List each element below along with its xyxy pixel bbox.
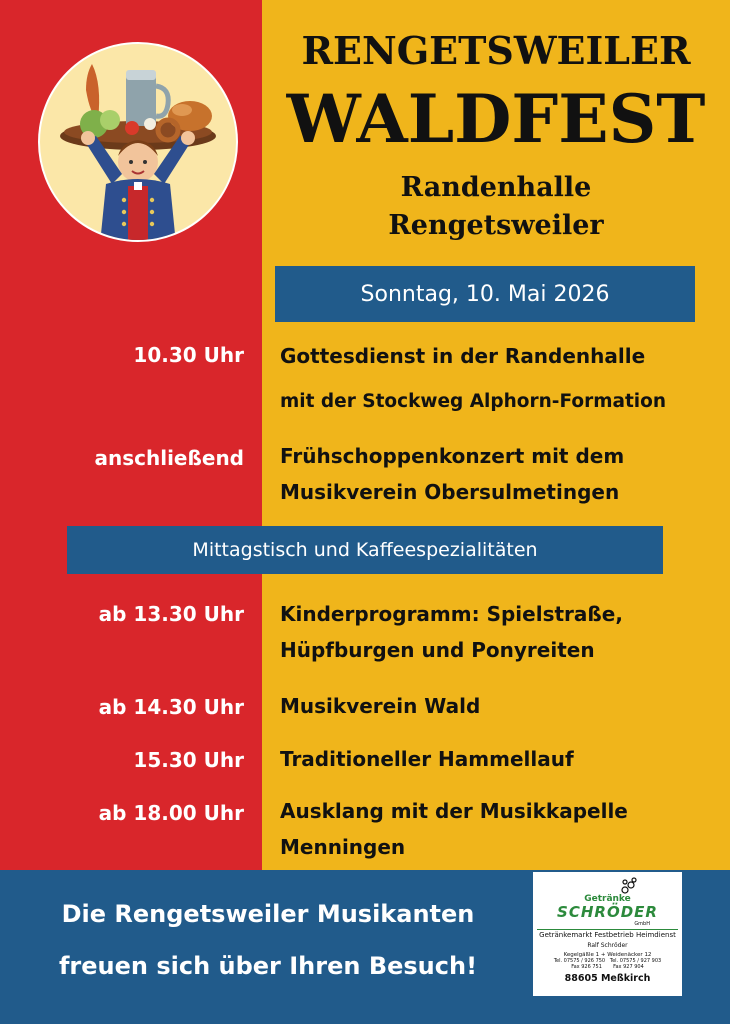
program-event-line: mit der Stockweg Alphorn-Formation [280,391,667,412]
venue-line-2: Rengetsweiler [388,210,604,241]
program-time: anschließend [94,446,244,470]
program-event-line: Frühschoppenkonzert mit dem [280,444,625,468]
program-event [280,338,720,420]
sponsor-getraenke: Getränke [584,894,631,904]
title-line-2: WALDFEST [286,80,706,158]
footer-line-1: Die Rengetsweiler Musikanten [61,900,475,928]
program-event-line: Gottesdienst in der Randenhalle [280,344,646,368]
title-line-1: RENGETSWEILER [301,28,691,73]
date-banner [275,266,695,322]
sponsor-tel-1: Tel. 07575 / 926 750 [553,958,606,964]
festival-logo [38,42,238,242]
sponsor-fax-2: Fax 927 904 [613,964,644,970]
sponsor-tel-2: Tel. 07575 / 927 903 [609,958,662,964]
venue-line-1: Randenhalle [400,172,592,203]
program-event-line: Kinderprogramm: Spielstraße, [280,602,623,626]
program-event [280,596,720,668]
program-event-line: Traditioneller Hammellauf [280,747,574,771]
sponsor-ad [533,872,682,996]
program-event-line: Musikverein Wald [280,694,481,718]
sponsor-brand: SCHRÖDER [557,903,658,921]
footer-line-2: freuen sich über Ihren Besuch! [58,952,478,980]
program-time: 15.30 Uhr [133,748,244,772]
sponsor-fax-1: Fax 926 751 [571,964,602,970]
program-event [280,688,720,724]
bubbles-icon [620,877,638,895]
date-banner-text: Sonntag, 10. Mai 2026 [360,281,610,307]
boy-with-tray-icon [40,44,236,240]
program-time: ab 13.30 Uhr [98,602,244,626]
program-time: 10.30 Uhr [133,343,244,367]
program-event-line: Hüpfburgen und Ponyreiten [280,638,595,662]
sponsor-address: Kegelgäßle 1 + Weidenäcker 12 [563,952,652,958]
sponsor-fax-row [537,964,678,970]
program-event-line: Musikverein Obersulmetingen [280,480,620,504]
lunch-banner [67,526,663,574]
program-event [280,438,720,510]
program-event [280,741,720,777]
program-event-line: Menningen [280,835,406,859]
lunch-banner-text: Mittagstisch und Kaffeespezialitäten [192,539,538,561]
sponsor-tagline: Getränkemarkt Festbetrieb Heimdienst [537,929,678,939]
sponsor-owner: Ralf Schröder [587,942,628,949]
sponsor-gmbh: GmbH [634,921,650,927]
program-event-line: Ausklang mit der Musikkapelle [280,799,628,823]
program-time: ab 14.30 Uhr [98,695,244,719]
program-time: ab 18.00 Uhr [98,801,244,825]
program-event [280,793,720,865]
sponsor-city: 88605 Meßkirch [564,973,651,984]
